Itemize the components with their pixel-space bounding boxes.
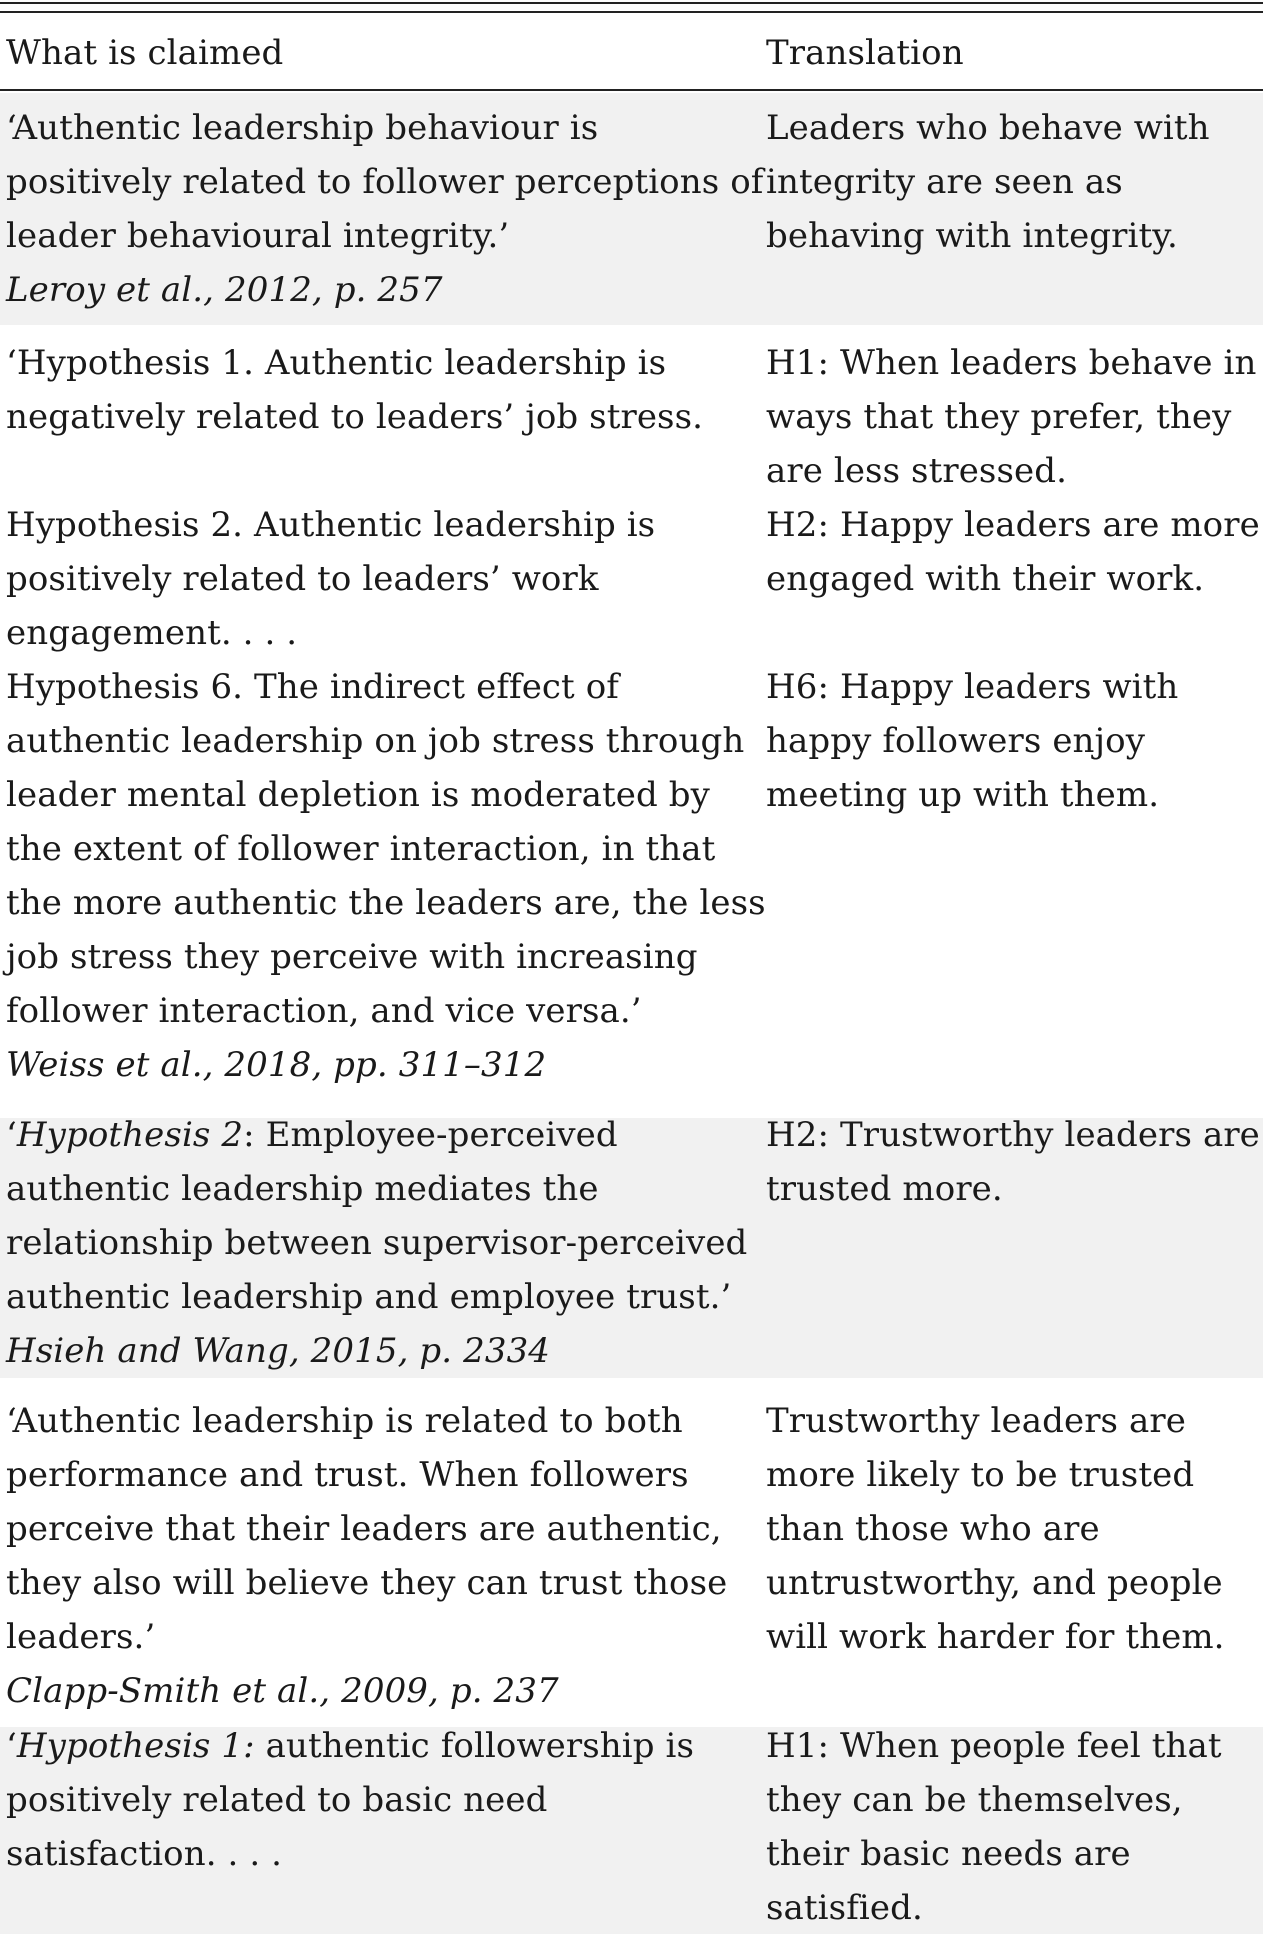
table-row-1-claim: ‘Authentic leadership behaviour is positively related to follower perceptions of leader behavioural integrity.’ Leroy et al., 2012, p. 257 [6,108,764,310]
table-row-2b-translation: H2: Happy leaders are more engaged with their work. [766,505,1260,599]
table-row-2c-claim: Hypothesis 6. The indirect effect of authentic leadership on job stress through leader mental depletion is moderated by the extent of follower interaction, in that the more authentic the leaders are, the less job stress they perceive with increasing follower interaction, and vice versa.’ Weiss et al., 2018, pp. 311–312 [6,667,766,1085]
top-rule [0,2,1263,4]
citation: Weiss et al., 2018, pp. 311–312 [6,1045,547,1085]
table-row-2a-claim: ‘Hypothesis 1. Authentic leadership is negatively related to leaders’ job stress. [6,343,704,437]
citation: Hsieh and Wang, 2015, p. 2334 [6,1331,551,1371]
top-rule-second [0,11,1263,13]
table-row-4-translation: Trustworthy leaders are more likely to be trusted than those who are untrustworthy, and people will work harder for them. [766,1401,1225,1657]
table-row-5-translation: H1: When people feel that they can be themselves, their basic needs are satisfied. [766,1726,1222,1928]
table-row-2b-claim: Hypothesis 2. Authentic leadership is positively related to leaders’ work engagement. . . . [6,505,656,653]
table-row-3-translation: H2: Trustworthy leaders are trusted more. [766,1115,1260,1209]
table-row-1-translation: Leaders who behave with integrity are seen as behaving with integrity. [766,108,1210,256]
table-row-2a-translation: H1: When leaders behave in ways that they prefer, they are less stressed. [766,343,1257,491]
table-row-3-claim: ‘Hypothesis 2: Employee-perceived authentic leadership mediates the relationship between supervisor-perceived authentic leadership and employee trust.’ Hsieh and Wang, 2015, p. 2334 [6,1115,748,1371]
table-row-2c-translation: H6: Happy leaders with happy followers enjoy meeting up with them. [766,667,1179,815]
table-row-5-claim: ‘Hypothesis 1: authentic followership is positively related to basic need satisfaction. . . . [6,1726,695,1874]
table-row-4-claim: ‘Authentic leadership is related to both performance and trust. When followers perceive that their leaders are authentic, they also will believe they can trust those leaders.’ Clapp-Smith et al., 2009, p. 237 [6,1401,728,1711]
citation: Clapp-Smith et al., 2009, p. 237 [6,1671,559,1711]
header-what-is-claimed: What is claimed [6,33,284,73]
citation: Leroy et al., 2012, p. 257 [6,270,443,310]
header-translation: Translation [766,33,964,73]
header-rule [0,89,1263,91]
